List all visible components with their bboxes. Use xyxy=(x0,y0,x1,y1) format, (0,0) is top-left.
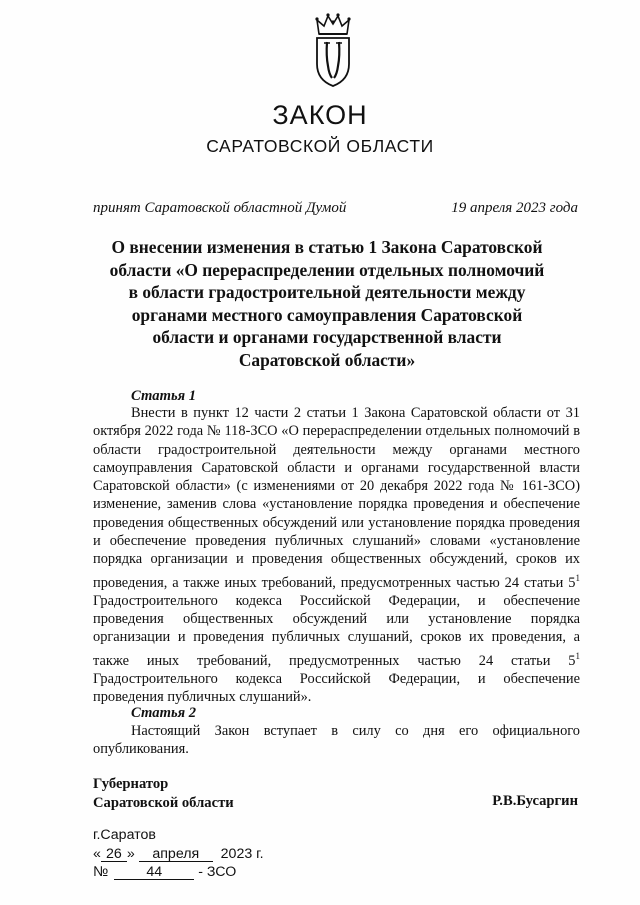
date-year: 2023 г. xyxy=(220,845,264,862)
article-2-label: Статья 2 xyxy=(131,705,197,721)
article-1-text-part: Градостроительного кодекса Российской Федерации, и обеспечение проведения публичных слушаний». xyxy=(93,670,580,706)
article-1-text-part: Градостроительного кодекса Российской Федерации, и обеспечение проведения общественных обсуждений или установление порядка организации и проведения публичных слушаний, сроков их проведения, а также иных требований, предусмотренных частью 24 статьи 5 xyxy=(93,592,580,669)
heading-line: в области градостроительной деятельности между xyxy=(128,282,526,303)
adopted-date: 19 апреля 2023 года xyxy=(451,200,578,216)
city: г.Саратов xyxy=(93,827,156,843)
signatory-name: Р.В.Бусаргин xyxy=(492,793,578,809)
superscript: 1 xyxy=(575,650,580,661)
law-heading xyxy=(72,236,582,372)
heading-line: органами местного самоуправления Саратовской xyxy=(131,304,523,325)
heading-line: области и органами государственной власти xyxy=(152,327,502,348)
law-number xyxy=(93,863,264,882)
coat-of-arms-emblem xyxy=(313,12,353,88)
article-2-text: Настоящий Закон вступает в силу со дня его официального опубликования. xyxy=(93,723,580,758)
signatory-title-line: Губернатор xyxy=(93,776,169,792)
article-1-text-part: Внести в пункт 12 части 2 статьи 1 Закона Саратовской области от 31 октября 2022 года № 118-ЗСО «О перераспределении отдельных полномочий в области градостроительной деятельности между органами местного самоуправления Саратовской области и органами государственной власти Саратовской области» (с изменениями от 20 декабря 2022 года № 161-ЗСО) изменение, заменив слова «установление порядка проведения и обеспечение проведения общественных обсуждений или установление порядка проведения и обеспечение проведения публичных слушаний» словами «установление порядка организации и проведения общественных обсуждений, сроков их проведения, а также иных требований, предусмотренных частью 24 статьи 5 xyxy=(93,405,580,591)
number-suffix: - ЗСО xyxy=(198,864,237,880)
region-name: САРАТОВСКОЙ ОБЛАСТИ xyxy=(206,136,434,156)
signing-date xyxy=(93,845,264,864)
adopted-by: принят Саратовской областной Думой xyxy=(93,200,347,216)
place-date-number xyxy=(93,826,264,882)
number-sign: № xyxy=(93,864,109,880)
article-1-text xyxy=(93,404,580,706)
date-month: апреля xyxy=(139,847,213,862)
signatory-title-line: Саратовской области xyxy=(93,794,234,811)
number-value: 44 xyxy=(114,865,194,880)
date-day: 26 xyxy=(101,847,127,862)
article-1-label: Статья 1 xyxy=(131,388,197,404)
heading-line: Саратовской области» xyxy=(238,349,416,370)
superscript: 1 xyxy=(575,572,580,583)
signatory-title xyxy=(93,775,234,812)
date-close-quote: » xyxy=(126,845,135,862)
heading-line: области «О перераспределении отдельных полномочий xyxy=(109,259,545,280)
heading-line: О внесении изменения в статью 1 Закона Саратовской xyxy=(111,237,543,257)
law-title: ЗАКОН xyxy=(272,100,368,130)
date-open-quote: « xyxy=(93,845,101,862)
